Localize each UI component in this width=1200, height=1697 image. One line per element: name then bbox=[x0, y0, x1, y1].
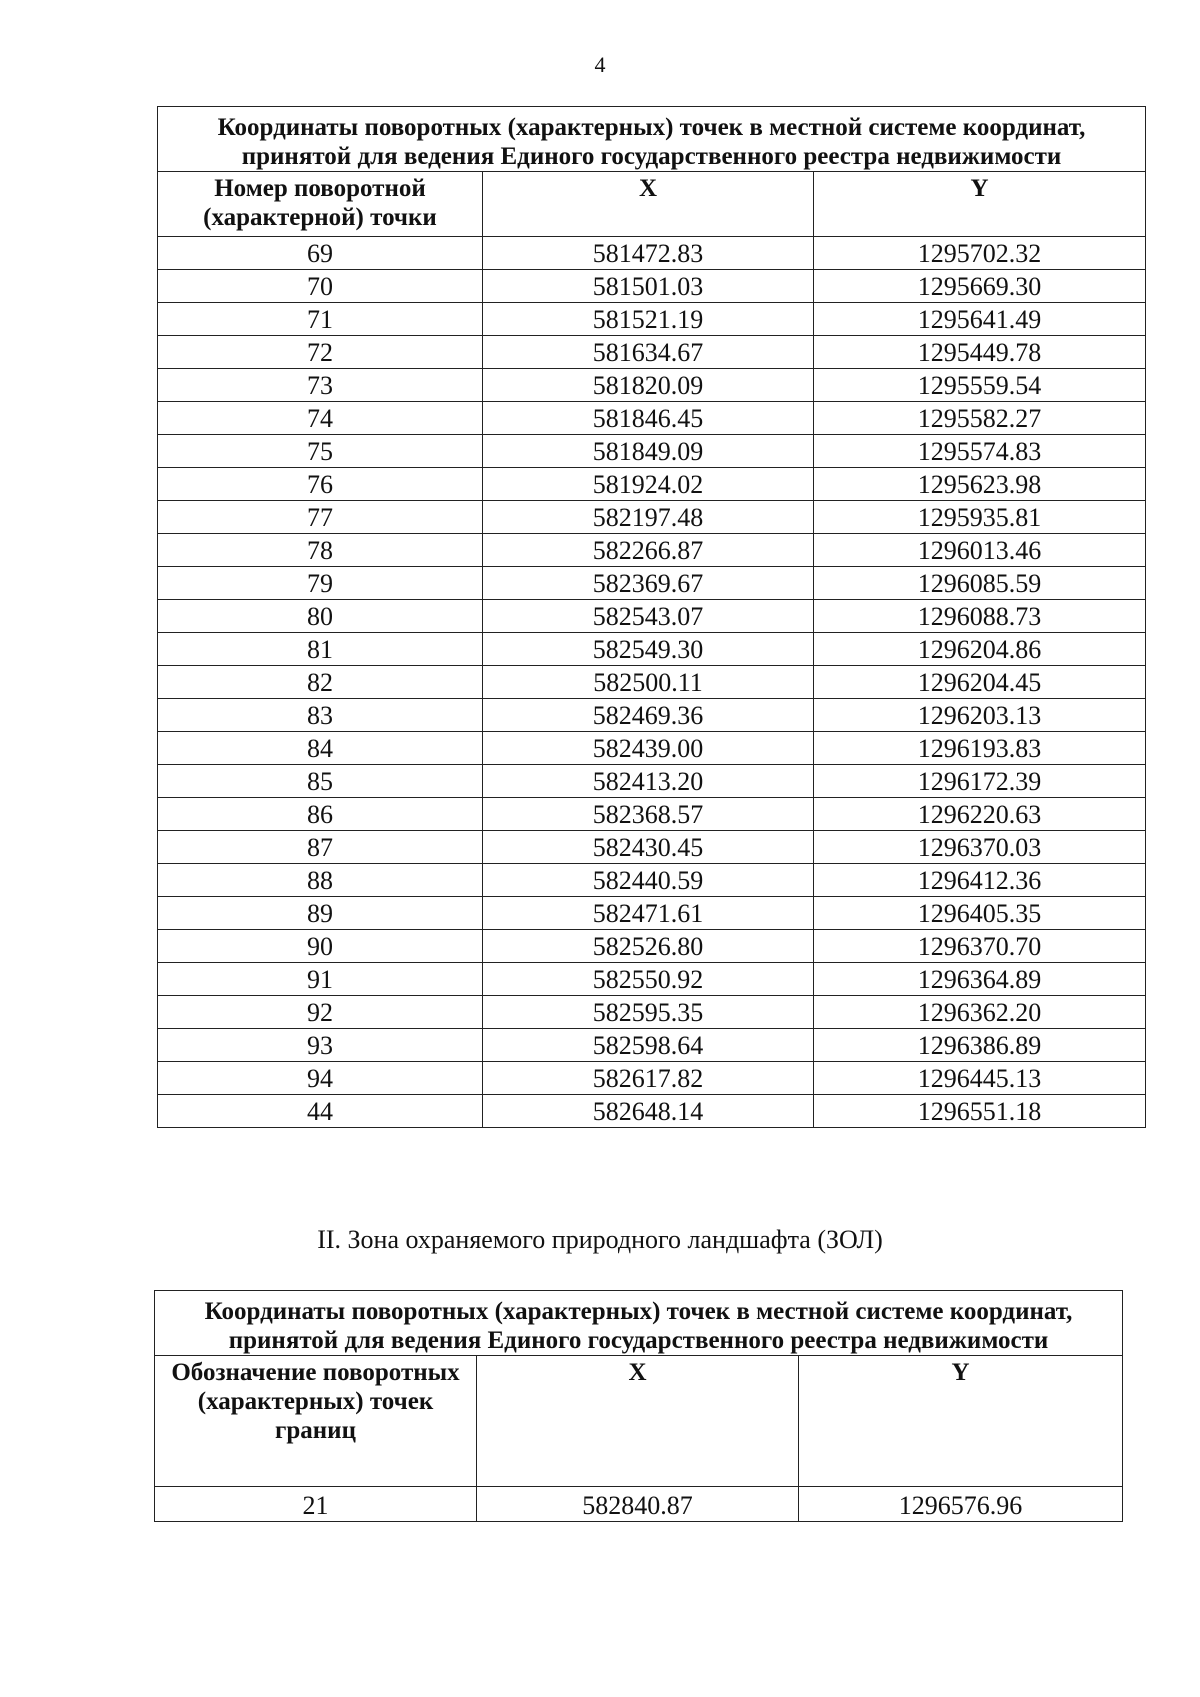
table-row bbox=[158, 534, 1146, 567]
y-cell: 1296370.03 bbox=[814, 831, 1146, 864]
table-row bbox=[158, 765, 1146, 798]
table-row bbox=[158, 237, 1146, 270]
x-cell: 582197.48 bbox=[483, 501, 814, 534]
x-cell: 581846.45 bbox=[483, 402, 814, 435]
point-number-cell: 85 bbox=[158, 765, 483, 798]
table2-caption: Координаты поворотных (характерных) точек в местной системе координат, принятой для ведения Единого государственного реестра недвижимости bbox=[155, 1291, 1123, 1356]
point-number-cell: 70 bbox=[158, 270, 483, 303]
table1-body bbox=[158, 237, 1146, 1128]
table-row bbox=[158, 798, 1146, 831]
point-number-cell: 21 bbox=[155, 1487, 477, 1522]
y-cell: 1295623.98 bbox=[814, 468, 1146, 501]
y-cell: 1295582.27 bbox=[814, 402, 1146, 435]
table-row bbox=[158, 666, 1146, 699]
y-cell: 1295935.81 bbox=[814, 501, 1146, 534]
y-cell: 1295559.54 bbox=[814, 369, 1146, 402]
table-row bbox=[158, 996, 1146, 1029]
table-row bbox=[158, 270, 1146, 303]
y-cell: 1296203.13 bbox=[814, 699, 1146, 732]
table2-header-point-designation: Обозначение поворотных (характерных) точек границ bbox=[155, 1356, 477, 1487]
y-cell: 1295641.49 bbox=[814, 303, 1146, 336]
table-row bbox=[158, 699, 1146, 732]
table-row bbox=[158, 303, 1146, 336]
y-cell: 1296362.20 bbox=[814, 996, 1146, 1029]
y-cell: 1295702.32 bbox=[814, 237, 1146, 270]
y-cell: 1296364.89 bbox=[814, 963, 1146, 996]
point-number-cell: 71 bbox=[158, 303, 483, 336]
x-cell: 582840.87 bbox=[477, 1487, 799, 1522]
y-cell: 1296576.96 bbox=[799, 1487, 1123, 1522]
y-cell: 1296013.46 bbox=[814, 534, 1146, 567]
x-cell: 582413.20 bbox=[483, 765, 814, 798]
point-number-cell: 79 bbox=[158, 567, 483, 600]
point-number-cell: 81 bbox=[158, 633, 483, 666]
table-row bbox=[158, 930, 1146, 963]
point-number-cell: 91 bbox=[158, 963, 483, 996]
y-cell: 1296412.36 bbox=[814, 864, 1146, 897]
y-cell: 1296204.86 bbox=[814, 633, 1146, 666]
point-number-cell: 78 bbox=[158, 534, 483, 567]
x-cell: 581849.09 bbox=[483, 435, 814, 468]
x-cell: 581501.03 bbox=[483, 270, 814, 303]
table2-header-x: X bbox=[477, 1356, 799, 1487]
table-row bbox=[158, 1062, 1146, 1095]
point-number-cell: 72 bbox=[158, 336, 483, 369]
x-cell: 582617.82 bbox=[483, 1062, 814, 1095]
point-number-cell: 88 bbox=[158, 864, 483, 897]
x-cell: 582598.64 bbox=[483, 1029, 814, 1062]
x-cell: 581820.09 bbox=[483, 369, 814, 402]
table-row bbox=[158, 402, 1146, 435]
coordinates-table-1 bbox=[157, 106, 1146, 1128]
x-cell: 582439.00 bbox=[483, 732, 814, 765]
y-cell: 1295669.30 bbox=[814, 270, 1146, 303]
x-cell: 582648.14 bbox=[483, 1095, 814, 1128]
x-cell: 582526.80 bbox=[483, 930, 814, 963]
point-number-cell: 87 bbox=[158, 831, 483, 864]
table-row bbox=[158, 501, 1146, 534]
y-cell: 1296088.73 bbox=[814, 600, 1146, 633]
x-cell: 582549.30 bbox=[483, 633, 814, 666]
y-cell: 1295449.78 bbox=[814, 336, 1146, 369]
section-title: II. Зона охраняемого природного ландшафта (ЗОЛ) bbox=[317, 1225, 883, 1254]
table-row bbox=[158, 1095, 1146, 1128]
y-cell: 1296085.59 bbox=[814, 567, 1146, 600]
table1-header-y: Y bbox=[814, 172, 1146, 237]
x-cell: 582430.45 bbox=[483, 831, 814, 864]
table-row bbox=[158, 567, 1146, 600]
point-number-cell: 84 bbox=[158, 732, 483, 765]
x-cell: 582550.92 bbox=[483, 963, 814, 996]
x-cell: 581634.67 bbox=[483, 336, 814, 369]
point-number-cell: 83 bbox=[158, 699, 483, 732]
x-cell: 582471.61 bbox=[483, 897, 814, 930]
table2-body bbox=[155, 1487, 1123, 1522]
table-row bbox=[158, 336, 1146, 369]
y-cell: 1296370.70 bbox=[814, 930, 1146, 963]
x-cell: 582266.87 bbox=[483, 534, 814, 567]
point-number-cell: 86 bbox=[158, 798, 483, 831]
x-cell: 581521.19 bbox=[483, 303, 814, 336]
point-number-cell: 94 bbox=[158, 1062, 483, 1095]
x-cell: 582543.07 bbox=[483, 600, 814, 633]
x-cell: 582469.36 bbox=[483, 699, 814, 732]
point-number-cell: 44 bbox=[158, 1095, 483, 1128]
x-cell: 582368.57 bbox=[483, 798, 814, 831]
point-number-cell: 76 bbox=[158, 468, 483, 501]
point-number-cell: 93 bbox=[158, 1029, 483, 1062]
x-cell: 581472.83 bbox=[483, 237, 814, 270]
table-row bbox=[158, 864, 1146, 897]
coordinates-table-2 bbox=[154, 1290, 1123, 1522]
table-row bbox=[158, 831, 1146, 864]
table-row bbox=[158, 633, 1146, 666]
x-cell: 582595.35 bbox=[483, 996, 814, 1029]
point-number-cell: 74 bbox=[158, 402, 483, 435]
table2-header-y: Y bbox=[799, 1356, 1123, 1487]
y-cell: 1296220.63 bbox=[814, 798, 1146, 831]
table1-header-point-number: Номер поворотной (характерной) точки bbox=[158, 172, 483, 237]
y-cell: 1296386.89 bbox=[814, 1029, 1146, 1062]
point-number-cell: 73 bbox=[158, 369, 483, 402]
x-cell: 582500.11 bbox=[483, 666, 814, 699]
y-cell: 1296445.13 bbox=[814, 1062, 1146, 1095]
y-cell: 1296172.39 bbox=[814, 765, 1146, 798]
table-row bbox=[158, 897, 1146, 930]
x-cell: 582369.67 bbox=[483, 567, 814, 600]
table-row bbox=[155, 1487, 1123, 1522]
point-number-cell: 82 bbox=[158, 666, 483, 699]
point-number-cell: 77 bbox=[158, 501, 483, 534]
point-number-cell: 80 bbox=[158, 600, 483, 633]
table-row bbox=[158, 1029, 1146, 1062]
y-cell: 1296204.45 bbox=[814, 666, 1146, 699]
x-cell: 582440.59 bbox=[483, 864, 814, 897]
point-number-cell: 90 bbox=[158, 930, 483, 963]
point-number-cell: 69 bbox=[158, 237, 483, 270]
point-number-cell: 75 bbox=[158, 435, 483, 468]
y-cell: 1296193.83 bbox=[814, 732, 1146, 765]
x-cell: 581924.02 bbox=[483, 468, 814, 501]
table-row bbox=[158, 369, 1146, 402]
y-cell: 1296405.35 bbox=[814, 897, 1146, 930]
table-row bbox=[158, 600, 1146, 633]
y-cell: 1296551.18 bbox=[814, 1095, 1146, 1128]
table-row bbox=[158, 435, 1146, 468]
table1-caption: Координаты поворотных (характерных) точек в местной системе координат, принятой для ведения Единого государственного реестра недвижимости bbox=[158, 107, 1146, 172]
table-row bbox=[158, 468, 1146, 501]
page-number: 4 bbox=[594, 52, 606, 77]
y-cell: 1295574.83 bbox=[814, 435, 1146, 468]
table1-header-x: X bbox=[483, 172, 814, 237]
table-row bbox=[158, 963, 1146, 996]
table-row bbox=[158, 732, 1146, 765]
point-number-cell: 92 bbox=[158, 996, 483, 1029]
point-number-cell: 89 bbox=[158, 897, 483, 930]
